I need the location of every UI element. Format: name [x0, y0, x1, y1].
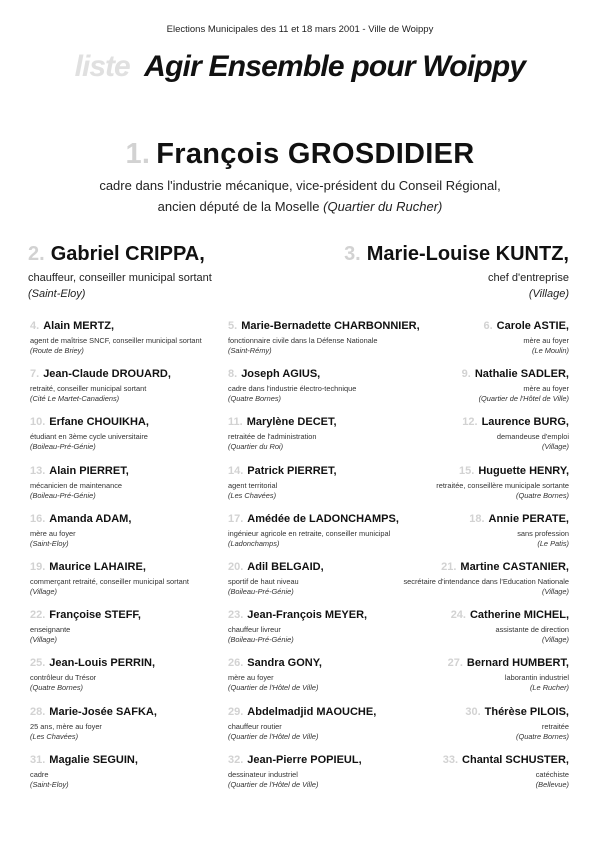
- candidate-number: 21.: [441, 561, 457, 573]
- candidate-profession: enseignante: [30, 625, 71, 635]
- candidate-quarter: (Saint-Eloy): [30, 538, 69, 548]
- candidate-profession: laborantin industriel: [504, 673, 569, 683]
- candidate-number: 13.: [30, 464, 46, 477]
- candidate-name-line: [369, 706, 569, 718]
- head-candidate-description-line-1: cadre dans l'industrie mécanique, vice-président du Conseil Régional,: [99, 178, 501, 193]
- candidate-name-line: [369, 416, 569, 428]
- candidate-profession: chef d'entreprise: [488, 272, 569, 284]
- candidate-name-line: [30, 657, 230, 669]
- candidate-number: 4.: [30, 320, 40, 332]
- candidate-name-line: [30, 561, 230, 573]
- candidate-profession: 25 ans, mère au foyer: [30, 721, 102, 731]
- candidate-number: 8.: [228, 368, 238, 381]
- candidate-name-line: [369, 609, 569, 621]
- candidate-name: Marie-Louise KUNTZ,: [366, 243, 569, 265]
- election-header: Elections Municipales des 11 et 18 mars 2001 - Ville de Woippy: [166, 24, 434, 35]
- candidate-profession: mère au foyer: [523, 384, 569, 394]
- candidate-number: 27.: [447, 657, 463, 670]
- candidate-entry: [30, 657, 230, 692]
- candidate-name-line: [30, 320, 230, 332]
- candidate-profession: cadre: [30, 769, 49, 779]
- candidate-number: 15.: [459, 464, 475, 477]
- candidate-profession: dessinateur industriel: [228, 769, 298, 779]
- candidate-profession: chauffeur routier: [228, 721, 282, 731]
- candidate-entry: [369, 320, 569, 355]
- candidate-name: Jean-Pierre POPIEUL,: [247, 753, 362, 766]
- candidate-quarter: (Quatre Bornes): [228, 394, 281, 404]
- candidate-entry: [369, 754, 569, 789]
- candidate-profession: secrétaire d'intendance dans l'Education Nationale: [403, 577, 569, 586]
- candidate-number: 24.: [450, 609, 466, 622]
- candidate-number: 7.: [30, 368, 40, 381]
- candidate-name-line: [30, 416, 230, 428]
- candidate-number: 6.: [483, 320, 493, 332]
- candidate-quarter: (Ladonchamps): [228, 538, 280, 548]
- candidate-profession: agent territorial: [228, 480, 278, 490]
- candidate-name: Huguette HENRY,: [478, 464, 569, 477]
- candidate-profession: assistante de direction: [495, 625, 569, 635]
- candidate-quarter: (Route de Briey): [30, 346, 84, 355]
- candidate-quarter: (Le Rucher): [529, 683, 569, 693]
- candidate-name: Abdelmadjid MAOUCHE,: [247, 705, 377, 718]
- head-candidate-name: François GROSDIDIER: [156, 138, 475, 170]
- candidate-profession: mécanicien de maintenance: [30, 480, 123, 490]
- candidate-name-line: [369, 657, 569, 669]
- candidate-profession: cadre dans l'industrie électro-technique: [228, 384, 357, 394]
- candidate-name: Annie PERATE,: [488, 512, 569, 525]
- candidate-profession: fonctionnaire civile dans la Défense Nationale: [228, 336, 378, 345]
- candidate-profession: contrôleur du Trésor: [30, 673, 97, 683]
- candidate-name: Nathalie SADLER,: [474, 368, 569, 381]
- candidate-name-line: [28, 243, 212, 266]
- candidate-quarter: (Cité Le Martet-Canadiens): [30, 394, 120, 404]
- candidate-entry: [30, 754, 230, 789]
- candidate-profession: ingénieur agricole en retraite, conseiller municipal: [228, 528, 391, 538]
- candidate-name-line: [30, 465, 230, 477]
- candidate-name-line: [369, 754, 569, 766]
- candidate-profession: retraitée: [541, 721, 569, 731]
- candidate-entry: [369, 368, 569, 403]
- candidate-quarter: (Boileau-Pré-Génie): [30, 490, 96, 500]
- candidate-name: Patrick PIERRET,: [247, 464, 337, 477]
- candidate-profession: mère au foyer: [30, 528, 76, 538]
- candidate-name: Françoise STEFF,: [49, 609, 141, 622]
- head-candidate: [0, 138, 600, 217]
- list-title: [0, 50, 600, 84]
- candidate-entry: [30, 320, 230, 355]
- candidate-quarter: (Saint-Rémy): [228, 346, 272, 355]
- candidate-number: 1.: [125, 138, 151, 170]
- candidate-profession: demandeuse d'emploi: [496, 432, 569, 442]
- head-candidate-description-line-2: [0, 196, 600, 217]
- candidate-quarter: (Les Chavées): [30, 731, 79, 741]
- candidate-name: Carole ASTIE,: [496, 320, 569, 332]
- candidate-name: Gabriel CRIPPA,: [50, 243, 205, 265]
- candidate-name: Catherine MICHEL,: [469, 609, 569, 622]
- candidate-profession: chauffeur, conseiller municipal sortant: [28, 272, 212, 284]
- candidate-quarter: (Village): [542, 442, 569, 452]
- candidate-quarter: (Village): [542, 587, 569, 596]
- candidate-name-line: [369, 320, 569, 332]
- candidate-name: Marylène DECET,: [246, 416, 337, 429]
- head-candidate-quarter: (Quartier du Rucher): [323, 199, 443, 214]
- candidate-name-line: [369, 465, 569, 477]
- candidate-name: Thérèse PILOIS,: [484, 705, 569, 718]
- candidate-number: 10.: [30, 416, 46, 429]
- candidate-quarter: (Quatre Bornes): [30, 683, 83, 693]
- candidate-entry: [30, 561, 230, 596]
- candidate-name: Maurice LAHAIRE,: [49, 561, 146, 573]
- list-word: liste: [74, 50, 130, 83]
- candidate-quarter: (Le Moulin): [532, 346, 569, 355]
- candidate-quarter: (Boileau-Pré-Génie): [228, 587, 294, 596]
- candidate-quarter: (Quartier de l'Hôtel de Ville): [228, 683, 319, 693]
- candidate-profession: sans profession: [517, 528, 569, 538]
- candidate-profession: commerçant retraité, conseiller municipal sortant: [30, 577, 189, 586]
- candidate-quarter: (Quartier de l'Hôtel de Ville): [228, 779, 319, 789]
- candidate-quarter: (Village): [30, 587, 57, 596]
- candidate-entry: [30, 609, 230, 644]
- candidate-number: 22.: [30, 609, 46, 622]
- candidate-quarter: (Quatre Bornes): [516, 731, 569, 741]
- candidate-number: 23.: [228, 609, 244, 622]
- candidate-entry: [369, 706, 569, 741]
- candidate-name-line: [30, 706, 230, 718]
- candidate-name-line: [30, 513, 230, 525]
- candidate-number: 33.: [442, 753, 459, 766]
- candidate-number: 3.: [344, 243, 361, 265]
- candidate-name: Alain MERTZ,: [43, 320, 115, 332]
- candidate-profession: chauffeur livreur: [228, 625, 281, 635]
- candidate-quarter: (Le Patis): [537, 538, 569, 548]
- candidate-entry: [369, 513, 569, 548]
- candidate-profession: agent de maîtrise SNCF, conseiller municipal sortant: [30, 336, 202, 345]
- candidate-number: 14.: [228, 464, 244, 477]
- candidate-name: Bernard HUMBERT,: [466, 657, 569, 670]
- candidate-profession: retraitée de l'administration: [228, 432, 317, 442]
- candidate-name: Magalie SEGUIN,: [49, 753, 138, 766]
- candidate-quarter: (Village): [30, 635, 57, 645]
- list-name: Agir Ensemble pour Woippy: [144, 50, 526, 83]
- candidate-quarter: (Quartier du Roi): [228, 442, 284, 452]
- candidate-number: 20.: [228, 561, 244, 573]
- candidate-name-line: [30, 368, 230, 380]
- candidate-entry: [369, 609, 569, 644]
- candidate-name: Erfane CHOUIKHA,: [49, 416, 149, 429]
- candidate-entry: [369, 657, 569, 692]
- candidate-profession: retraitée, conseillère municipale sortante: [436, 480, 569, 490]
- candidate-name-line: [369, 368, 569, 380]
- candidate-quarter: (Village): [528, 288, 569, 300]
- candidate-name: Laurence BURG,: [481, 416, 569, 429]
- candidate-name: Adil BELGAID,: [247, 561, 324, 573]
- candidate-profession: catéchiste: [535, 769, 569, 779]
- candidate-number: 30.: [465, 705, 481, 718]
- third-candidate: [344, 243, 569, 300]
- candidate-name: Chantal SCHUSTER,: [462, 753, 569, 766]
- second-candidate: [28, 243, 212, 300]
- candidate-number: 17.: [228, 512, 244, 525]
- candidate-profession: mère au foyer: [523, 336, 569, 345]
- candidate-quarter: (Village): [542, 635, 569, 645]
- candidate-number: 11.: [228, 416, 243, 429]
- candidate-name: Alain PIERRET,: [49, 464, 129, 477]
- candidate-quarter: (Boileau-Pré-Génie): [228, 635, 294, 645]
- candidate-quarter: (Saint-Eloy): [30, 779, 69, 789]
- candidate-entry: [369, 465, 569, 500]
- candidate-name-line: [30, 754, 230, 766]
- head-candidate-name-line: [0, 138, 600, 171]
- candidate-name: Jean-Louis PERRIN,: [49, 657, 156, 670]
- candidate-quarter: (Bellevue): [535, 779, 569, 789]
- candidate-name: Jean-Claude DROUARD,: [43, 368, 171, 381]
- candidate-quarter: (Les Chavées): [228, 490, 277, 500]
- candidate-number: 5.: [228, 320, 238, 332]
- candidate-name-line: [30, 609, 230, 621]
- candidate-name: Joseph AGIUS,: [241, 368, 321, 381]
- candidate-profession: mère au foyer: [228, 673, 274, 683]
- candidate-entry: [30, 706, 230, 741]
- candidate-number: 31.: [30, 753, 46, 766]
- candidate-entry: [30, 416, 230, 451]
- candidate-name-line: [369, 561, 569, 573]
- candidate-number: 12.: [462, 416, 478, 429]
- candidate-quarter: (Boileau-Pré-Génie): [30, 442, 96, 452]
- candidate-number: 29.: [228, 705, 244, 718]
- candidate-quarter: (Quartier de l'Hôtel de Ville): [228, 731, 319, 741]
- candidate-profession: sportif de haut niveau: [228, 577, 299, 586]
- candidate-entry: [30, 368, 230, 403]
- candidate-name-line: [369, 513, 569, 525]
- candidate-name: Marie-Bernadette CHARBONNIER,: [241, 320, 420, 332]
- candidate-quarter: (Quartier de l'Hôtel de Ville): [478, 394, 569, 404]
- candidate-name: Amédée de LADONCHAMPS,: [247, 512, 399, 525]
- candidate-profession: étudiant en 3ème cycle universitaire: [30, 432, 148, 442]
- candidate-name: Amanda ADAM,: [49, 512, 132, 525]
- candidate-name: Jean-François MEYER,: [247, 609, 368, 622]
- candidate-profession: retraité, conseiller municipal sortant: [30, 384, 147, 394]
- candidate-number: 2.: [28, 243, 45, 265]
- candidate-name-line: [344, 243, 569, 266]
- head-candidate-description-text: ancien député de la Moselle: [157, 199, 320, 214]
- candidate-number: 26.: [228, 657, 244, 670]
- candidate-entry: [30, 465, 230, 500]
- candidate-entry: [369, 416, 569, 451]
- candidate-name: Martine CASTANIER,: [460, 561, 569, 573]
- candidate-number: 25.: [30, 657, 46, 670]
- candidate-number: 32.: [228, 753, 244, 766]
- candidate-name: Sandra GONY,: [247, 657, 322, 670]
- candidate-entry: [369, 561, 569, 596]
- candidate-number: 19.: [30, 561, 46, 573]
- candidate-number: 28.: [30, 705, 46, 718]
- candidate-number: 9.: [461, 368, 471, 381]
- candidate-quarter: (Saint-Eloy): [28, 288, 86, 300]
- candidate-entry: [30, 513, 230, 548]
- candidate-number: 16.: [30, 512, 46, 525]
- candidate-number: 18.: [469, 512, 485, 525]
- candidate-quarter: (Quatre Bornes): [516, 490, 569, 500]
- head-candidate-description: [0, 175, 600, 217]
- candidate-name: Marie-Josée SAFKA,: [49, 705, 157, 718]
